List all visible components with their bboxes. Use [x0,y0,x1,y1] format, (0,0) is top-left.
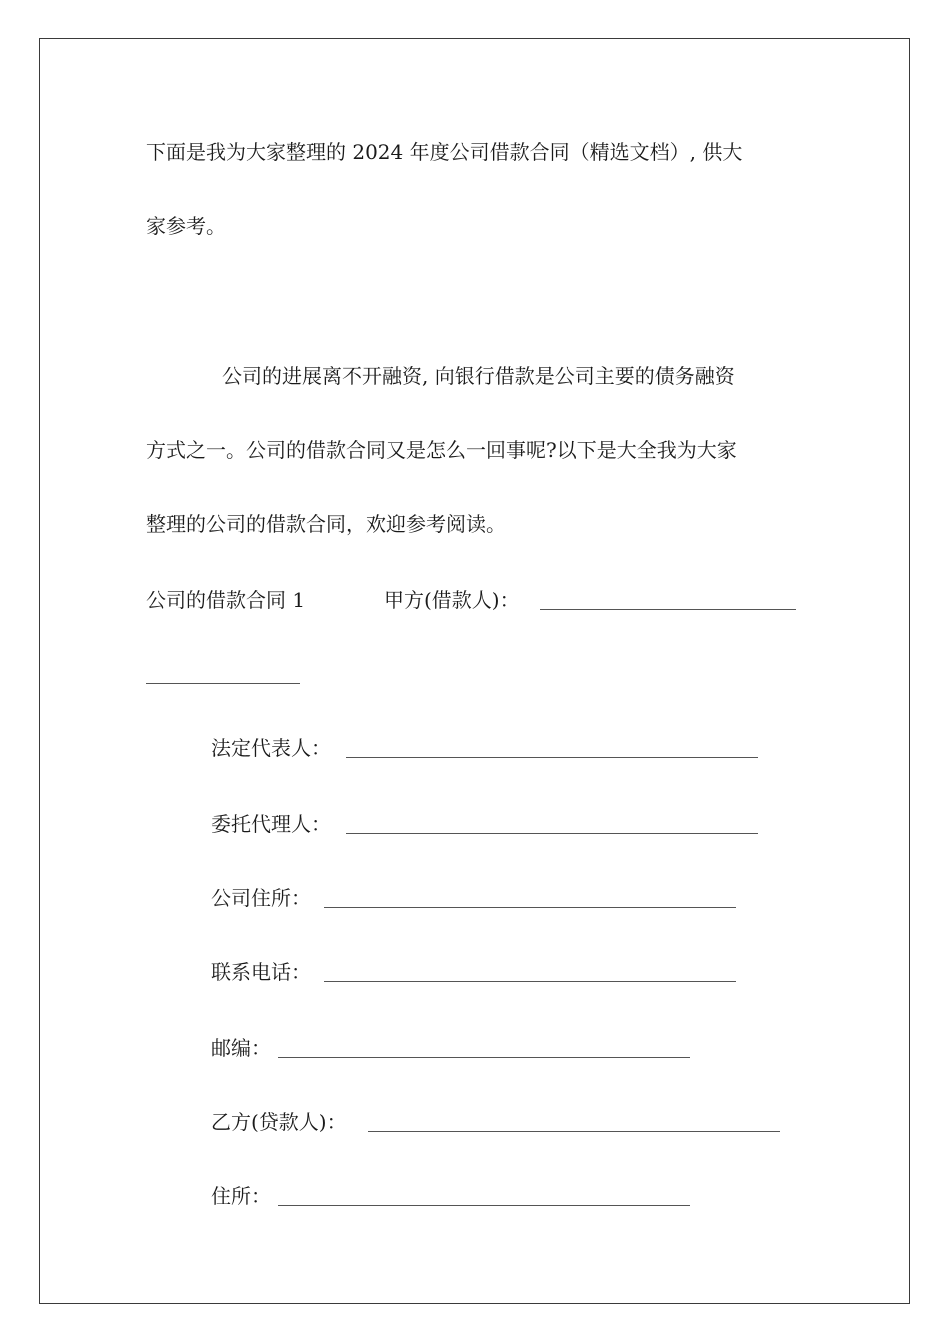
company-address-blank-line [324,907,736,908]
phone-label: 联系电话： [211,960,311,984]
party-b-label: 乙方(贷款人)： [211,1110,347,1134]
phone-blank-line [324,981,736,982]
party-a-blank-line-continued [146,683,300,684]
company-address-label: 公司住所： [211,886,311,910]
party-b-address-blank-line [278,1205,690,1206]
party-b-blank-line [368,1131,780,1132]
postcode-blank-line [278,1057,690,1058]
party-b-address-label: 住所： [211,1184,271,1208]
body-paragraph-line-3: 整理的公司的借款合同，欢迎参考阅读。 [146,512,506,536]
party-a-label: 甲方(借款人)： [384,588,520,612]
intro-line-2: 家参考。 [146,214,226,238]
legal-representative-blank-line [346,757,758,758]
agent-label: 委托代理人： [211,812,331,836]
party-a-blank-line [540,609,796,610]
body-paragraph-line-2: 方式之一。公司的借款合同又是怎么一回事呢?以下是大全我为大家 [146,438,737,462]
legal-representative-label: 法定代表人： [211,736,331,760]
postcode-label: 邮编： [211,1036,271,1060]
intro-line-1: 下面是我为大家整理的 2024 年度公司借款合同（精选文档）, 供大 [146,140,743,164]
agent-blank-line [346,833,758,834]
body-paragraph-line-1: 公司的进展离不开融资, 向银行借款是公司主要的债务融资 [222,364,735,388]
contract-heading: 公司的借款合同 1 [146,588,306,612]
